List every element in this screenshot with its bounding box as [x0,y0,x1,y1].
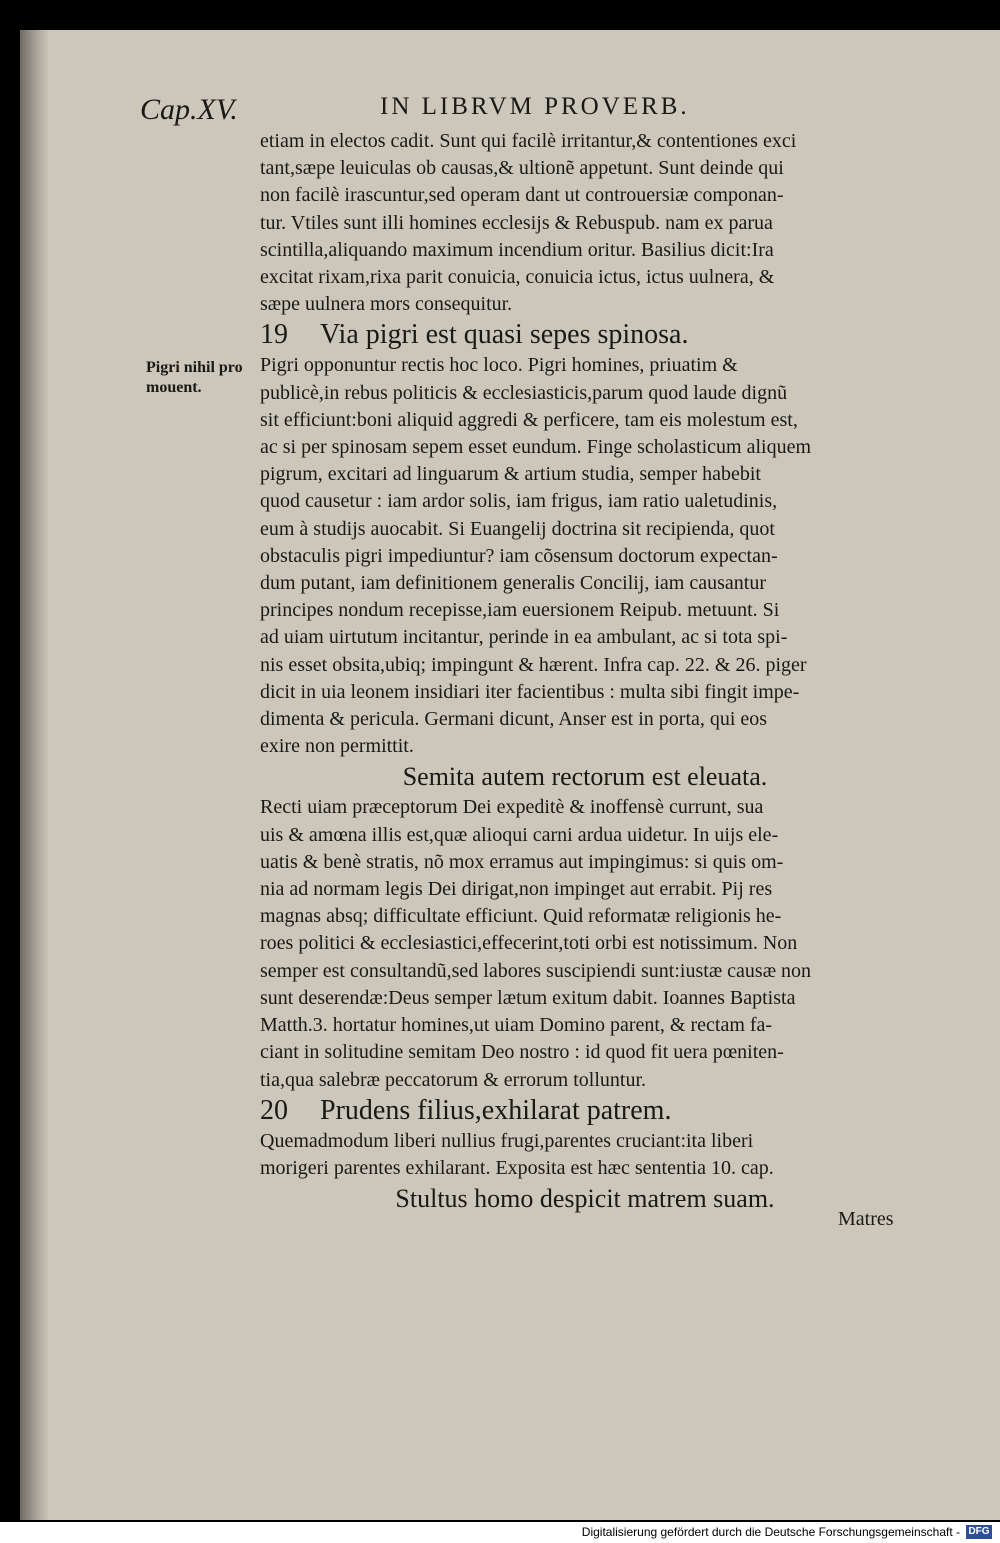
paragraph-3 [260,794,910,1093]
text-line: Recti uiam præceptorum Dei expeditè & inoffensè currunt, sua [260,796,764,819]
verse-19-heading [260,318,910,352]
text-line: morigeri parentes exhilarant. Exposita est hæc sententia 10. cap. [260,1156,774,1179]
catchword: Matres [838,1208,894,1230]
verse-number: 19 [260,319,288,351]
page-gutter [20,30,48,1520]
text-line: exire non permittit. [260,735,414,758]
text-line: sunt deserendæ:Deus semper lætum exitum dabit. Ioannes Baptista [260,986,796,1009]
text-line: sæpe uulnera mors consequitur. [260,293,513,316]
running-title: IN LIBRVM PROVERB. [380,93,690,120]
verse-20-heading [260,1094,910,1128]
text-line: Quemadmodum liberi nullius frugi,parentes cruciant:ita liberi [260,1129,754,1152]
text-line: uis & amœna illis est,quæ alioqui carni ardua uidetur. In uijs ele- [260,823,779,846]
text-line: sit efficiunt:boni aliquid aggredi & perficere, tam eis molestum est, [260,408,798,431]
text-line: ad uiam uirtutum incitantur, perinde in ea ambulant, ac si tota spi- [260,626,788,649]
text-line: etiam in electos cadit. Sunt qui facilè irritantur,& contentiones exci [260,130,797,152]
text-line: dicit in uia leonem insidiari iter facientibus : multa sibi fingit impe- [260,680,800,703]
text-line: non facilè irascuntur,sed operam dant ut controuersiæ componan- [260,184,784,207]
text-line: nia ad normam legis Dei dirigat,non impinget aut errabit. Pij res [260,878,773,901]
section-heading-stultus: Stultus homo despicit matrem suam. [395,1184,775,1214]
text-line: magnas absq; difficultate efficiunt. Quid reformatæ religionis he- [260,905,782,928]
text-line: scintilla,aliquando maximum incendium oritur. Basilius dicit:Ira [260,238,774,261]
text-line: pigrum, excitari ad linguarum & artium studia, semper habebit [260,463,761,486]
text-line: principes nondum recepisse,iam euersionem Reipub. metuunt. Si [260,599,780,622]
verse-text: Via pigri est quasi sepes spinosa. [320,319,689,351]
text-line: eum à studijs auocabit. Si Euangelij doctrina sit recipienda, quot [260,517,775,540]
main-text [260,128,910,1216]
text-line: quod causetur : iam ardor solis, iam frigus, iam ratio ualetudinis, [260,490,778,513]
text-line: tia,qua salebræ peccatorum & errorum tolluntur. [260,1068,646,1091]
text-line: tant,sæpe leuiculas ob causas,& ultionẽ appetunt. Sunt deinde qui [260,157,784,180]
text-line: ac si per spinosam sepem esset eundum. Finge scholasticum aliquem [260,436,811,459]
text-line: publicè,in rebus politicis & ecclesiasticis,parum quod laude dignũ [260,381,788,404]
text-line: obstaculis pigri impediuntur? iam cõsensum doctorum expectan- [260,544,778,567]
paragraph-4 [260,1128,910,1182]
text-line: Matth.3. hortatur homines,ut uiam Domino parent, & rectam fa- [260,1014,773,1037]
text-line: Pigri opponuntur rectis hoc loco. Pigri homines, priuatim & [260,354,738,377]
section-heading-semita: Semita autem rectorum est eleuata. [402,762,768,792]
dfg-logo: DFG [966,1525,992,1539]
footer-bar [0,1522,1000,1543]
text-line: roes politici & ecclesiastici,effecerint,toti orbi est notissimum. Non [260,932,798,955]
margin-note: Pigri nihil pro mouent. [146,359,243,396]
text-line: excitat rixam,rixa parit conuicia, conuicia ictus, ictus uulnera, & [260,266,775,289]
text-line: dimenta & pericula. Germani dicunt, Anser est in porta, qui eos [260,708,768,731]
text-line: uatis & benè stratis, nõ mox erramus aut impingimus: si quis om- [260,850,784,873]
paragraph-2 [260,352,910,760]
chapter-header: Cap.XV. [140,93,238,126]
text-line: semper est consultandũ,sed labores suscipiendi sunt:iustæ causæ non [260,959,812,982]
text-line: nis esset obsita,ubiq; impingunt & hærent. Infra cap. 22. & 26. piger [260,653,807,676]
verse-text: Prudens filius,exhilarat patrem. [320,1094,672,1126]
text-line: dum putant, iam definitionem generalis Concilij, iam causantur [260,572,766,595]
verse-number: 20 [260,1094,288,1126]
text-line: tur. Vtiles sunt illi homines ecclesijs & Rebuspub. nam ex parua [260,211,773,234]
footer-credit: Digitalisierung gefördert durch die Deutsche Forschungsgemeinschaft - [581,1525,960,1539]
paragraph-1 [260,128,910,318]
text-line: ciant in solitudine semitam Deo nostro : id quod fit uera pœniten- [260,1041,784,1064]
